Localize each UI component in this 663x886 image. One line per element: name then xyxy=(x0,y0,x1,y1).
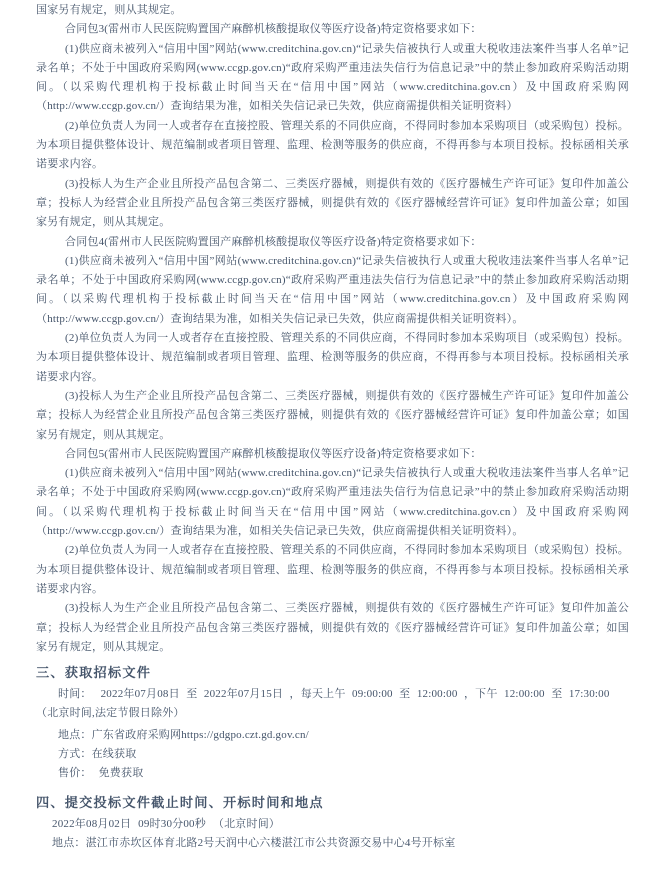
submission-deadline-line: 2022年08月02日 09时30分00秒 （北京时间） xyxy=(52,817,281,830)
acquisition-time-line xyxy=(36,685,629,704)
method-label: 方式： xyxy=(58,747,92,760)
time-value: 2022年07月08日 至 2022年07月15日 ，每天上午 09:00:00 至 12:00:00 ，下午 12:00:00 至 17:30:00 xyxy=(100,688,610,701)
package-5-item-2: (2)单位负责人为同一人或者存在直接控股、管理关系的不同供应商，不得同时参加本采购项目（或采购包）投标。为本项目提供整体设计、规范编制或者项目管理、监理、检测等服务的供应商，不得再参与本项目投标。投标函相关承诺要求内容。 xyxy=(36,544,629,595)
acquisition-time-note: （北京时间,法定节假日除外） xyxy=(36,707,185,720)
package-3-item-3: (3)投标人为生产企业且所投产品包含第二、三类医疗器械，则提供有效的《医疗器械生产许可证》复印件加盖公章；投标人为经营企业且所投产品包含第三类医疗器械，则提供有效的《医疗器械经营许可证》复印件加盖公章；如国家另有规定，则从其规定。 xyxy=(36,177,629,229)
price-label: 售价： xyxy=(58,767,92,780)
package-3-section xyxy=(36,20,629,232)
acquisition-section xyxy=(36,664,629,783)
package-4-section xyxy=(36,233,629,445)
time-label: 时间： xyxy=(58,688,92,701)
package-4-item-3: (3)投标人为生产企业且所投产品包含第二、三类医疗器械，则提供有效的《医疗器械生产许可证》复印件加盖公章；投标人为经营企业且所投产品包含第三类医疗器械，则提供有效的《医疗器械经营许可证》复印件加盖公章；如国家另有规定，则从其规定。 xyxy=(36,389,629,441)
package-4-heading: 合同包4(雷州市人民医院购置国产麻醉机核酸提取仪等医疗设备)特定资格要求如下： xyxy=(65,235,482,248)
package-5-item-3: (3)投标人为生产企业且所投产品包含第二、三类医疗器械，则提供有效的《医疗器械生产许可证》复印件加盖公章；投标人为经营企业且所投产品包含第三类医疗器械，则提供有效的《医疗器械经营许可证》复印件加盖公章；如国家另有规定，则从其规定。 xyxy=(36,602,629,653)
package-5-section xyxy=(36,445,629,657)
location-value: 湛江市赤坎区体育北路2号天润中心六楼湛江市公共资源交易中心4号开标室 xyxy=(85,836,456,849)
acquisition-method-line xyxy=(36,745,629,764)
package-3-item-2: (2)单位负责人为同一人或者存在直接控股、管理关系的不同供应商，不得同时参加本采购项目（或采购包）投标。为本项目提供整体设计、规范编制或者项目管理、监理、检测等服务的供应商，不得再参与本项目投标。投标函相关承诺要求内容。 xyxy=(36,119,629,171)
acquisition-section-heading: 三、获取招标文件 xyxy=(36,665,152,681)
price-value: 免费获取 xyxy=(98,767,144,780)
package-5-item-1: (1)供应商未被列入“信用中国”网站(www.creditchina.gov.cn)“记录失信被执行人或重大税收违法案件当事人名单”记录名单；不处于中国政府采购网(www.ccgp.gov.cn)“政府采购严重违法失信行为信息记录”中的禁止参加政府采购活动期间。（以采购代理机构于投标截止时间当天在“信用中国”网站（www.creditchina.gov.cn）及中国政府采购网（http://www.ccgp.gov.cn/）查询结果为准，如相关失信记录已失效，供应商需提供相关证明资料）。 xyxy=(36,467,629,538)
package-3-item-1: (1)供应商未被列入“信用中国”网站(www.creditchina.gov.cn)“记录失信被执行人或重大税收违法案件当事人名单”记录名单；不处于中国政府采购网(www.ccgp.gov.cn)“政府采购严重违法失信行为信息记录”中的禁止参加政府采购活动期间。（以采购代理机构于投标截止时间当天在“信用中国”网站（www.creditchina.gov.cn）及中国政府采购网（http://www.ccgp.gov.cn/）查询结果为准，如相关失信记录已失效，供应商需提供相关证明资料） xyxy=(36,42,629,113)
submission-section xyxy=(36,794,629,854)
location-label: 地点： xyxy=(58,728,92,741)
submission-section-heading: 四、提交投标文件截止时间、开标时间和地点 xyxy=(36,794,324,810)
acquisition-price-line xyxy=(36,764,629,783)
package-5-heading: 合同包5(雷州市人民医院购置国产麻醉机核酸提取仪等医疗设备)特定资格要求如下： xyxy=(65,447,482,460)
package-3-heading: 合同包3(雷州市人民医院购置国产麻醉机核酸提取仪等医疗设备)特定资格要求如下： xyxy=(65,23,482,36)
package-4-item-1: (1)供应商未被列入“信用中国”网站(www.creditchina.gov.cn)“记录失信被执行人或重大税收违法案件当事人名单”记录名单；不处于中国政府采购网(www.ccgp.gov.cn)“政府采购严重违法失信行为信息记录”中的禁止参加政府采购活动期间。（以采购代理机构于投标截止时间当天在“信用中国”网站（www.creditchina.gov.cn）及中国政府采购网（http://www.ccgp.gov.cn/）查询结果为准，如相关失信记录已失效，供应商需提供相关证明资料）。 xyxy=(36,254,629,325)
acquisition-location-line xyxy=(36,726,629,745)
location-label: 地点： xyxy=(52,836,86,849)
location-value: 广东省政府采购网https://gdgpo.czt.gd.gov.cn/ xyxy=(91,728,309,741)
intro-continuation-paragraph: 国家另有规定，则从其规定。 xyxy=(36,4,182,16)
method-value: 在线获取 xyxy=(91,747,137,760)
submission-location-line xyxy=(36,834,629,853)
package-4-item-2: (2)单位负责人为同一人或者存在直接控股、管理关系的不同供应商，不得同时参加本采购项目（或采购包）投标。为本项目提供整体设计、规范编制或者项目管理、监理、检测等服务的供应商，不得再参与本项目投标。投标函相关承诺要求内容。 xyxy=(36,332,629,383)
